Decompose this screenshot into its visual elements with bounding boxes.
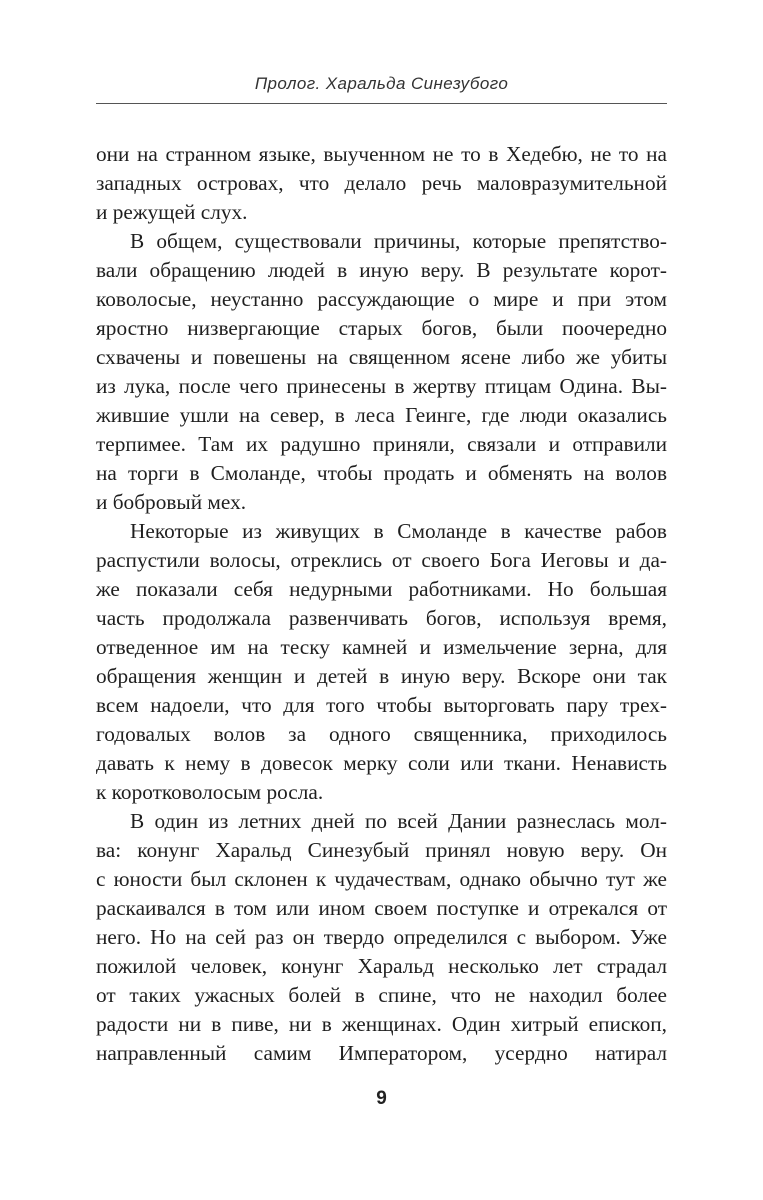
text-line: вали обращению людей в иную веру. В результате корот- bbox=[96, 258, 667, 282]
text-line: раскаивался в том или ином своем поступке и отрекался от bbox=[96, 896, 667, 920]
text-line: схвачены и повешены на священном ясене либо же убиты bbox=[96, 345, 667, 369]
text-line: отведенное им на теску камней и измельчение зерна, для bbox=[96, 635, 667, 659]
text-line: обращения женщин и детей в иную веру. Вскоре они так bbox=[96, 664, 667, 688]
text-line: направленный самим Императором, усердно натирал bbox=[96, 1041, 667, 1065]
text-line: давать к нему в довесок мерку соли или ткани. Ненависть bbox=[96, 751, 667, 775]
text-line: яростно низвергающие старых богов, были поочередно bbox=[96, 316, 667, 340]
text-line: из лука, после чего принесены в жертву птицам Одина. Вы- bbox=[96, 374, 667, 398]
text-line: и режущей слух. bbox=[96, 200, 248, 224]
text-line: же показали себя недурными работниками. Но большая bbox=[96, 577, 667, 601]
text-line: всем надоели, что для того чтобы выторговать пару трех- bbox=[96, 693, 667, 717]
text-line: ва: конунг Харальд Синезубый принял новую веру. Он bbox=[96, 838, 667, 862]
page-number: 9 bbox=[376, 1088, 387, 1109]
body-text bbox=[96, 140, 667, 1068]
text-line: они на странном языке, выученном не то в Хедебю, не то на bbox=[96, 142, 667, 166]
text-line: Некоторые из живущих в Смоланде в качестве рабов bbox=[130, 519, 667, 543]
text-line: терпимее. Там их радушно приняли, связали и отправили bbox=[96, 432, 667, 456]
text-line: коволосые, неустанно рассуждающие о мире и при этом bbox=[96, 287, 667, 311]
text-line: и бобровый мех. bbox=[96, 490, 247, 514]
text-line: него. Но на сей раз он твердо определился с выбором. Уже bbox=[96, 925, 667, 949]
text-line: В общем, существовали причины, которые препятство- bbox=[130, 229, 667, 253]
text-line: распустили волосы, отреклись от своего Бога Иеговы и да- bbox=[96, 548, 667, 572]
text-line: пожилой человек, конунг Харальд несколько лет страдал bbox=[96, 954, 667, 978]
text-line: на торги в Смоланде, чтобы продать и обменять на волов bbox=[96, 461, 667, 485]
text-line: часть продолжала развенчивать богов, используя время, bbox=[96, 606, 667, 630]
text-line: западных островах, что делало речь маловразумительной bbox=[96, 171, 667, 195]
text-line: к коротковолосым росла. bbox=[96, 780, 324, 804]
text-line: В один из летних дней по всей Дании разнеслась мол- bbox=[130, 809, 667, 833]
text-line: годовалых волов за одного священника, приходилось bbox=[96, 722, 667, 746]
text-line: от таких ужасных болей в спине, что не находил более bbox=[96, 983, 667, 1007]
text-line: радости ни в пиве, ни в женщинах. Один хитрый епископ, bbox=[96, 1012, 667, 1036]
header-rule bbox=[96, 103, 667, 104]
text-line: жившие ушли на север, в леса Геинге, где люди оказались bbox=[96, 403, 667, 427]
text-line: с юности был склонен к чудачествам, однако обычно тут же bbox=[96, 867, 667, 891]
running-head: Пролог. Харальда Синезубого bbox=[254, 74, 509, 93]
